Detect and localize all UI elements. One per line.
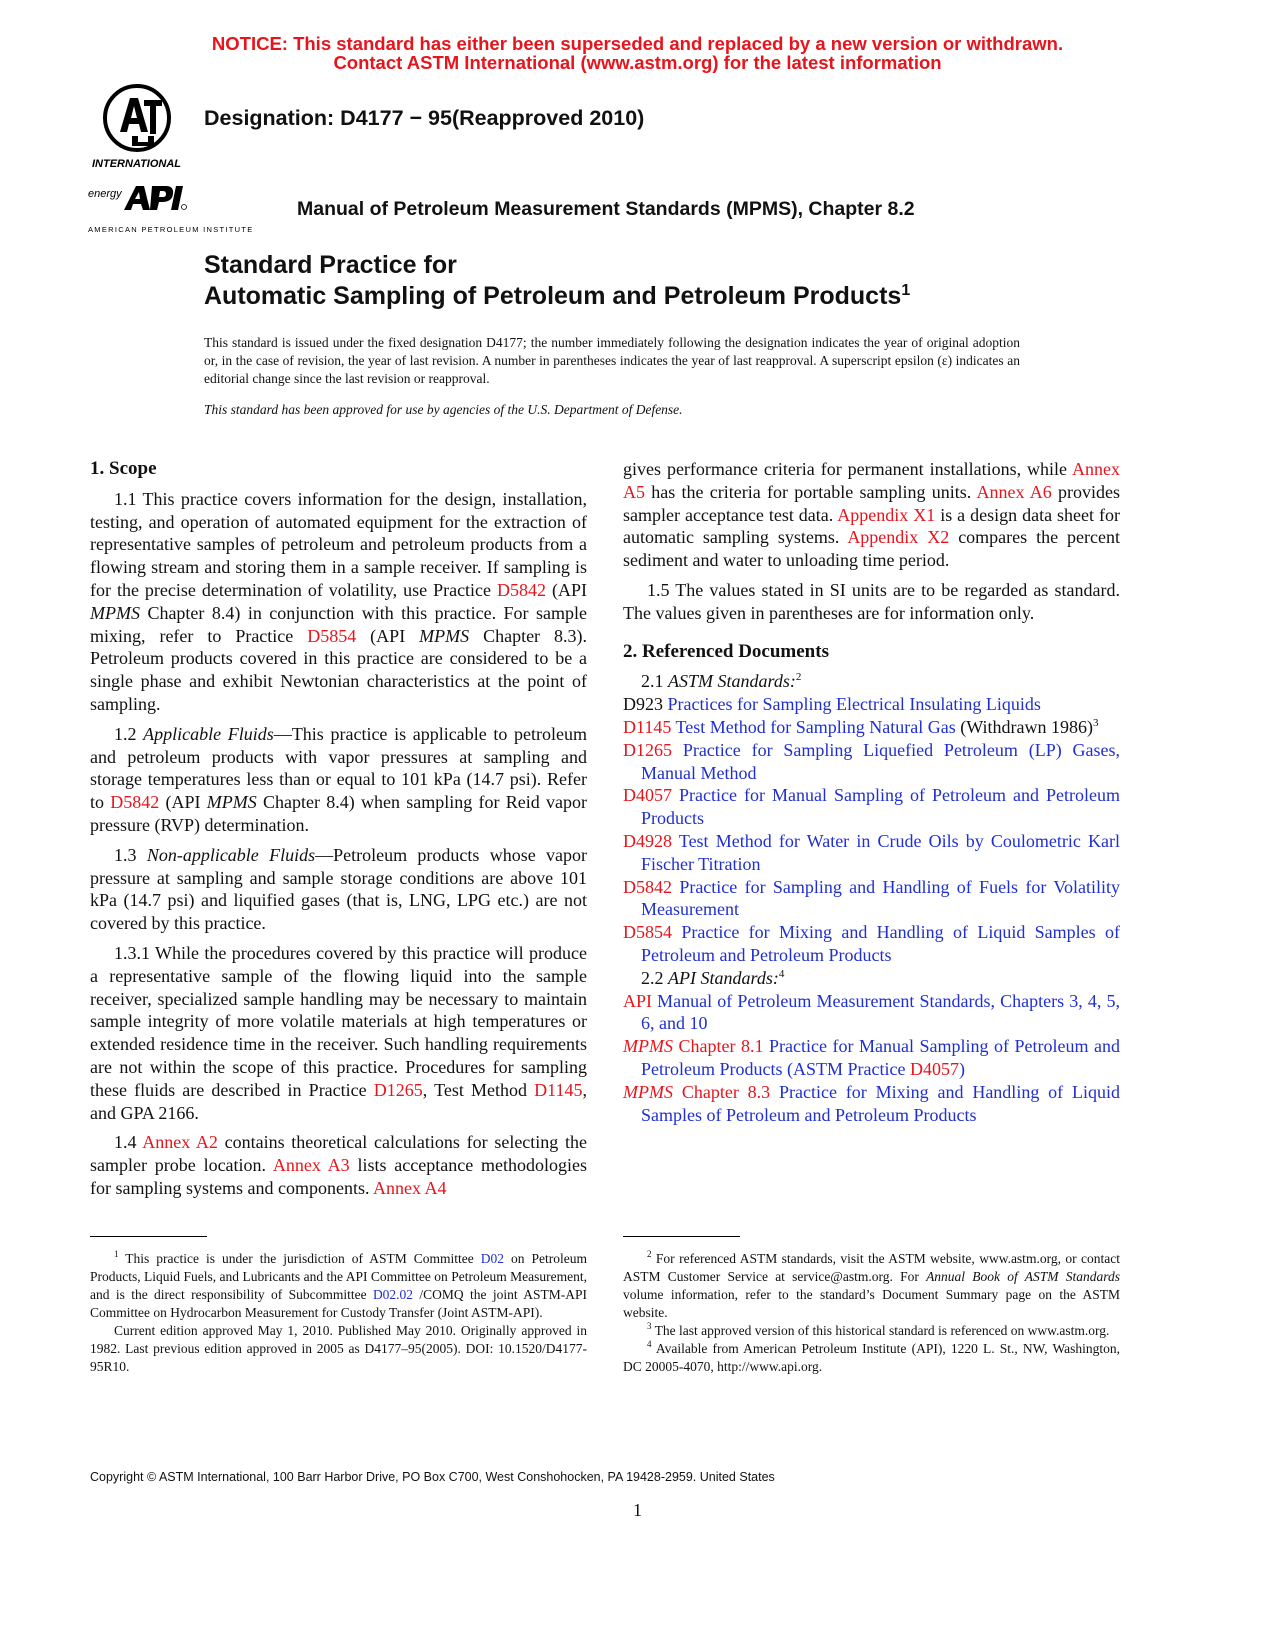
link-annex-a5[interactable]: Annex A5: [623, 459, 1120, 502]
api-logo-name: AMERICAN PETROLEUM INSTITUTE: [88, 225, 254, 234]
link-d5842[interactable]: D5842: [110, 792, 160, 813]
link-d02[interactable]: D02: [480, 1251, 504, 1266]
api-logo: [88, 180, 268, 240]
ref-code-link[interactable]: D1145: [623, 716, 672, 737]
astm-logo: [92, 80, 192, 170]
text-italic: Non-applicable Fluids: [146, 844, 316, 865]
page-number: 1: [633, 1500, 642, 1520]
ref-item-mpms-8-3[interactable]: [623, 1081, 1120, 1127]
text: lists acceptance methodologies for sampling systems and components.: [90, 1155, 587, 1198]
footnote-mark: 4: [778, 967, 785, 980]
text: Chapter 8.4) when sampling for Reid vapor pressure (RVP) determination.: [90, 792, 587, 835]
footnote-2: [623, 1250, 1120, 1322]
dod-approval-note: This standard has been approved for use by agencies of the U.S. Department of Defense.: [204, 402, 683, 417]
text: ): [958, 1058, 965, 1079]
link-d1145[interactable]: D1145: [534, 1079, 583, 1100]
footnote-mark: 4: [647, 1339, 652, 1349]
text: This practice is under the jurisdiction of ASTM Committee: [118, 1251, 481, 1266]
text: on Petroleum Products, Liquid Fuels, and Lubricants and the API Committee on Petroleum Measurement, and is the direct responsibility of Subcommittee: [90, 1251, 587, 1302]
text: (API: [356, 625, 420, 646]
document-title: [204, 250, 910, 312]
link-d02-02[interactable]: D02.02: [372, 1287, 414, 1302]
ref-extra: (Withdrawn 1986): [955, 716, 1093, 737]
paragraph-1-1: [90, 488, 587, 716]
text-italic: API Standards:: [668, 967, 779, 988]
title-footnote-mark: 1: [901, 282, 911, 299]
ref-item-d5842[interactable]: [623, 876, 1120, 922]
ref-code-link[interactable]: MPMS: [623, 1036, 673, 1057]
ref-item-d1265[interactable]: [623, 739, 1120, 785]
text: 1.2: [114, 723, 144, 744]
footnotes-right: [623, 1250, 1120, 1376]
ref-title-link[interactable]: Practice for Manual Sampling of Petroleum and Petroleum Products: [641, 785, 1120, 829]
ref-title-link[interactable]: Manual of Petroleum Measurement Standards, Chapters 3, 4, 5, 6, and 10: [641, 990, 1121, 1034]
text: volume information, refer to the standard’s Document Summary page on the ASTM website.: [623, 1287, 1120, 1320]
ref-item-d1145[interactable]: [623, 716, 1120, 739]
ref-title-link[interactable]: Practice for Sampling and Handling of Fuels for Volatility Measurement: [641, 876, 1121, 920]
text: contains theoretical calculations for selecting the sampler probe location.: [90, 1132, 587, 1176]
text-italic: ASTM Standards:: [668, 671, 796, 692]
text: gives performance criteria for permanent installations, while: [623, 459, 1072, 479]
astm-standards-label: [623, 670, 1120, 693]
notice-banner: [0, 34, 1275, 72]
text: Chapter 8.4) in conjunction with this practice. For sample mixing, refer to Practice: [90, 602, 587, 646]
right-column: [623, 458, 1120, 1126]
ref-item-api-mpms[interactable]: [623, 990, 1120, 1036]
text: provides sampler acceptance test data.: [623, 481, 1120, 525]
text: For referenced ASTM standards, visit the ASTM website, www.astm.org, or contact ASTM Customer Service at service@astm.org. For: [623, 1251, 1120, 1284]
ref-chapter-link[interactable]: Chapter 8.3: [672, 1081, 771, 1102]
link-d1265[interactable]: D1265: [373, 1079, 423, 1100]
ref-item-d4057[interactable]: [623, 784, 1120, 830]
text-italic: Applicable Fluids: [143, 723, 274, 744]
footnote-mark: 2: [795, 671, 802, 684]
paragraph-1-3-1: [90, 942, 587, 1124]
api-energy-text: energy: [88, 188, 122, 200]
link-appendix-x1[interactable]: Appendix X1: [837, 504, 936, 525]
text: (API: [159, 792, 207, 813]
link-annex-a6[interactable]: Annex A6: [976, 481, 1052, 502]
footnote-1-edition: Current edition approved May 1, 2010. Published May 2010. Originally approved in 1982. Last previous edition approved in 2005 as D4177–95(2005). DOI: 10.1520/D4177-95R10.: [90, 1323, 587, 1374]
notice-line-2: Contact ASTM International (www.astm.org) for the latest information: [333, 52, 942, 73]
text-mpms: MPMS: [419, 625, 470, 646]
title-line-2: [204, 281, 910, 312]
text: The last approved version of this historical standard is referenced on www.astm.org.: [651, 1323, 1110, 1338]
text: 1.3: [114, 844, 147, 865]
text: Available from American Petroleum Institute (API), 1220 L. St., NW, Washington, DC 20005-4070, http://www.api.org.: [623, 1341, 1120, 1374]
ref-title-link[interactable]: Practice for Sampling Liquefied Petroleum (LP) Gases, Manual Method: [641, 739, 1120, 783]
footnote-mark: 1: [114, 1249, 119, 1259]
notice-line-1: NOTICE: This standard has either been superseded and replaced by a new version or withdrawn.: [211, 33, 1064, 54]
ref-code-link[interactable]: API: [623, 990, 653, 1011]
text: (API: [546, 579, 587, 600]
issuance-note: This standard is issued under the fixed designation D4177; the number immediately following the designation indicates the year of original adoption or, in the case of revision, the year of last revision. A number in parentheses indicates the year of last reapproval. A superscript epsilon (ε) indicates an editorial change since the last revision or reapproval.: [204, 335, 1020, 386]
link-d4057[interactable]: D4057: [909, 1058, 959, 1079]
link-d5842[interactable]: D5842: [497, 579, 547, 600]
ref-chapter-link[interactable]: Chapter 8.1: [672, 1036, 764, 1057]
footnote-1: [90, 1250, 587, 1322]
ref-code-link[interactable]: D1265: [623, 739, 672, 760]
title-line-1: Standard Practice for: [204, 251, 457, 279]
link-appendix-x2[interactable]: Appendix X2: [847, 527, 950, 548]
text: 1.1 This practice covers information for the design, installation, testing, and operation of automated equipment for the extraction of representative samples of petroleum and petroleum products from a flowing stream and storing them in a sample receiver. If sampling is for the precise determination of volatility, use Practice: [90, 488, 587, 600]
ref-item-mpms-8-1[interactable]: [623, 1035, 1120, 1081]
ref-title-link[interactable]: Test Method for Water in Crude Oils by Coulometric Karl Fischer Titration: [641, 830, 1120, 874]
text: compares the percent sediment and water to unloading time period.: [623, 527, 1120, 571]
footnote-3: [623, 1322, 1120, 1340]
paragraph-1-2: [90, 723, 587, 837]
paragraph-1-3: [90, 844, 587, 935]
link-annex-a2[interactable]: Annex A2: [142, 1132, 218, 1153]
ref-item-d5854[interactable]: [623, 921, 1120, 967]
footnote-divider-left: [90, 1236, 207, 1237]
text: —This practice is applicable to petroleum and petroleum products with vapor pressures at sampling and storage temperatures less than or equal to 101 kPa (14.7 psi). Refer to: [90, 723, 588, 813]
ref-code-link[interactable]: D4057: [623, 785, 672, 806]
ref-title-link[interactable]: Practices for Sampling Electrical Insulating Liquids: [667, 694, 1041, 715]
link-annex-a4[interactable]: Annex A4: [372, 1177, 447, 1198]
ref-code-link[interactable]: MPMS: [623, 1081, 673, 1102]
left-column: [90, 458, 587, 1207]
text: 2.2: [641, 967, 668, 988]
text: , Test Method: [422, 1079, 535, 1100]
text: 2.1: [641, 671, 668, 692]
astm-logo-text: INTERNATIONAL: [92, 158, 182, 170]
section-scope-heading: 1. Scope: [90, 458, 157, 479]
ref-title-link[interactable]: Practice for Mixing and Handling of Liquid Samples of Petroleum and Petroleum Products: [641, 922, 1120, 965]
title-line-2-text: Automatic Sampling of Petroleum and Petroleum Products: [204, 282, 902, 310]
text: is a design data sheet for automatic sampling systems.: [623, 504, 1120, 548]
ref-code-link[interactable]: D5842: [623, 876, 672, 897]
section-references-heading: 2. Referenced Documents: [623, 640, 829, 662]
footnote-divider-right: [623, 1236, 740, 1237]
text-italic: Annual Book of ASTM Standards: [926, 1269, 1121, 1284]
text: 1.4: [114, 1132, 143, 1153]
ref-item-d923[interactable]: [623, 693, 1120, 716]
ref-title-link[interactable]: Practice for Mixing and Handling of Liquid Samples of Petroleum and Petroleum Products: [641, 1081, 1120, 1125]
text: 1.3.1 While the procedures covered by this practice will produce a representative sample of the flowing liquid into the sample receiver, specialized sample handling may be necessary to maintain sample integrity of more volatile materials at high temperatures or extended residence time in the receiver. Such handling requirements are not within the scope of this practice. Procedures for sampling these fluids are described in Practice: [90, 942, 587, 1100]
footnote-4: [623, 1340, 1120, 1376]
footnotes-left: [90, 1250, 587, 1376]
paragraph-1-4-continued: [623, 458, 1120, 572]
text: has the criteria for portable sampling units.: [645, 481, 977, 502]
text: Chapter 8.3). Petroleum products covered in this practice are considered to be a single phase and exhibit Newtonian characteristics at the point of sampling.: [90, 625, 587, 714]
ref-title-link[interactable]: Test Method for Sampling Natural Gas: [675, 716, 956, 737]
copyright-line: Copyright © ASTM International, 100 Barr Harbor Drive, PO Box C700, West Conshohocken, PA 19428-2959. United States: [90, 1470, 775, 1484]
text: , and GPA 2166.: [90, 1079, 587, 1123]
mpms-chapter: Manual of Petroleum Measurement Standards (MPMS), Chapter 8.2: [297, 198, 915, 220]
footnote-mark: 3: [1092, 716, 1099, 729]
ref-code-link[interactable]: D5854: [623, 922, 672, 943]
text-mpms: MPMS: [206, 792, 257, 813]
api-standards-label: [623, 967, 1120, 990]
ref-code-link[interactable]: D4928: [623, 830, 672, 851]
ref-code: D923: [623, 694, 663, 715]
ref-title-link[interactable]: Practice for Manual Sampling of Petroleum and Petroleum Products (ASTM Practice: [641, 1036, 1120, 1079]
footnote-mark: 3: [647, 1321, 652, 1331]
text: —Petroleum products whose vapor pressure at sampling and sample storage conditions are above 101 kPa (14.7 psi) and liquified gases (that is, LNG, LPG etc.) are not covered by this practice.: [90, 844, 587, 934]
ref-item-d4928[interactable]: [623, 830, 1120, 876]
text-mpms: MPMS: [90, 602, 140, 623]
paragraph-1-4: [90, 1131, 587, 1199]
link-annex-a3[interactable]: Annex A3: [272, 1155, 350, 1176]
paragraph-1-5: 1.5 The values stated in SI units are to be regarded as standard. The values given in parentheses are for information only.: [623, 579, 1120, 623]
text: /COMQ the joint ASTM-API Committee on Hydrocarbon Measurement for Custody Transfer (Joint ASTM-API).: [90, 1287, 587, 1320]
designation: Designation: D4177 − 95(Reapproved 2010): [204, 106, 645, 130]
footnote-mark: 2: [647, 1249, 652, 1259]
link-d5854[interactable]: D5854: [307, 625, 357, 646]
